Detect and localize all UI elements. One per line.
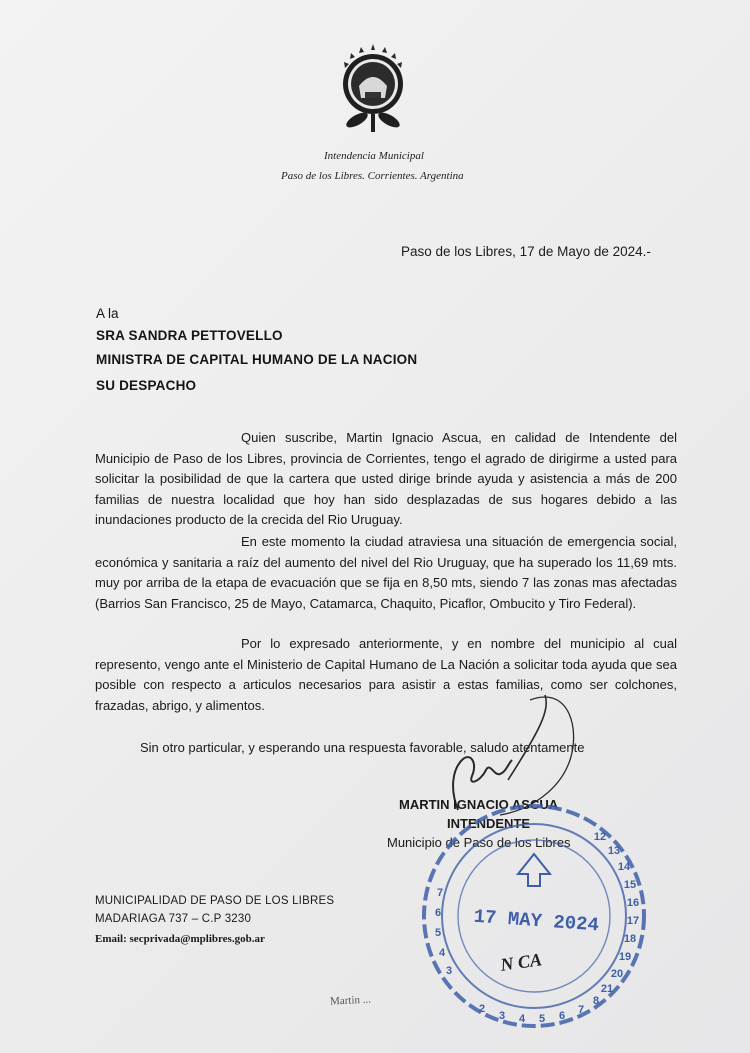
stamp-ring-number: 7 <box>577 1004 585 1016</box>
stamp-ring-number: 13 <box>607 845 621 857</box>
stamp-ring-number: 17 <box>626 915 640 927</box>
body-paragraph-2-text: En este momento la ciudad atraviesa una situación de emergencia social, económica y sanitaria a raíz del aumento del nivel del Rio Uruguay, que ha superado los 11,69 mts. muy por arriba de la etapa de evacuación que se fija en 8,50 mts, siendo 7 las zonas mas afectadas (Barrios San Francisco, 25 de Mayo, Catamarca, Chaquito, Picaflor, Ombucito y Tiro Federal). <box>95 534 677 611</box>
stamp-ring-number: 7 <box>436 887 444 899</box>
stamp-ring-number: 4 <box>438 947 446 959</box>
closing-line: Sin otro particular, y esperando una respuesta favorable, saludo atentamente <box>140 740 585 755</box>
municipal-coat-of-arms-icon <box>337 42 409 134</box>
stamp-ring-number: 2 <box>478 1003 486 1015</box>
stamp-ring-number: 6 <box>434 907 442 919</box>
body-paragraph-1 <box>95 428 677 531</box>
stamp-ring-number: 8 <box>592 995 600 1007</box>
stamp-ring-number: 5 <box>434 927 442 939</box>
body-paragraph-1-text: Quien suscribe, Martin Ignacio Ascua, en calidad de Intendente del Municipio de Paso de los Libres, provincia de Corrientes, tengo el agrado de dirigirme a usted para solicitar la posibilidad de que la cartera que usted dirige brinde ayuda y asistencia a más de 200 familias de nuestra localidad que hoy han sido desplazadas de sus hogares debido a las inundaciones producto de la crecida del Rio Uruguay. <box>95 430 677 527</box>
stamp-ring-number: 15 <box>623 879 637 891</box>
stamp-date: 17 MAY 2024 <box>473 905 600 937</box>
recipient-prefix: A la <box>96 306 119 321</box>
signatory-municipality: Municipio de Paso de los Libres <box>387 835 571 850</box>
signatory-role: INTENDENTE <box>447 816 531 831</box>
recipient-name: SRA SANDRA PETTOVELLO <box>96 328 283 343</box>
body-paragraph-3-text: Por lo expresado anteriormente, y en nombre del municipio al cual represento, vengo ante el Ministerio de Capital Humano de La Nación a solicitar toda ayuda que sea posible con respecto a articulos necesarios para asistir a estas familias, como ser colchones, frazadas, abrigo, y alimentos. <box>95 636 677 713</box>
lower-signature <box>330 992 470 1032</box>
stamp-ring-number: 21 <box>600 983 614 995</box>
footer-org: MUNICIPALIDAD DE PASO DE LOS LIBRES <box>95 895 335 907</box>
stamp-ring-number: 16 <box>626 897 640 909</box>
footer-email: Email: secprivada@mplibres.gob.ar <box>95 933 265 945</box>
stamp-ring-number: 3 <box>498 1010 506 1022</box>
stamp-ring-number: 12 <box>593 831 607 843</box>
stamp-ring-number: 4 <box>518 1013 526 1025</box>
recipient-office: SU DESPACHO <box>96 378 197 393</box>
stamp-ring-number: 20 <box>610 968 624 980</box>
stamp-ring-number: 6 <box>558 1010 566 1022</box>
stamp-ring-number: 14 <box>617 861 631 873</box>
stamp-initials: N CA <box>499 949 544 975</box>
letterhead-line-2: Paso de los Libres. Corrientes. Argentina <box>281 170 464 182</box>
recipient-title: MINISTRA DE CAPITAL HUMANO DE LA NACION <box>96 352 418 367</box>
footer-address: MADARIAGA 737 – C.P 3230 <box>95 913 252 925</box>
signatory-name: MARTIN IGNACIO ASCUA <box>399 797 559 812</box>
lower-signature-text: Martin ... <box>329 993 372 1008</box>
stamp-ring-number: 18 <box>623 933 637 945</box>
stamp-ring-number: 19 <box>618 951 632 963</box>
stamp-ring-number: 3 <box>445 965 453 977</box>
date-line: Paso de los Libres, 17 de Mayo de 2024.- <box>401 244 651 259</box>
letterhead-line-1: Intendencia Municipal <box>324 150 424 162</box>
body-paragraph-2 <box>95 532 677 614</box>
stamp-ring-number: 5 <box>538 1013 546 1025</box>
